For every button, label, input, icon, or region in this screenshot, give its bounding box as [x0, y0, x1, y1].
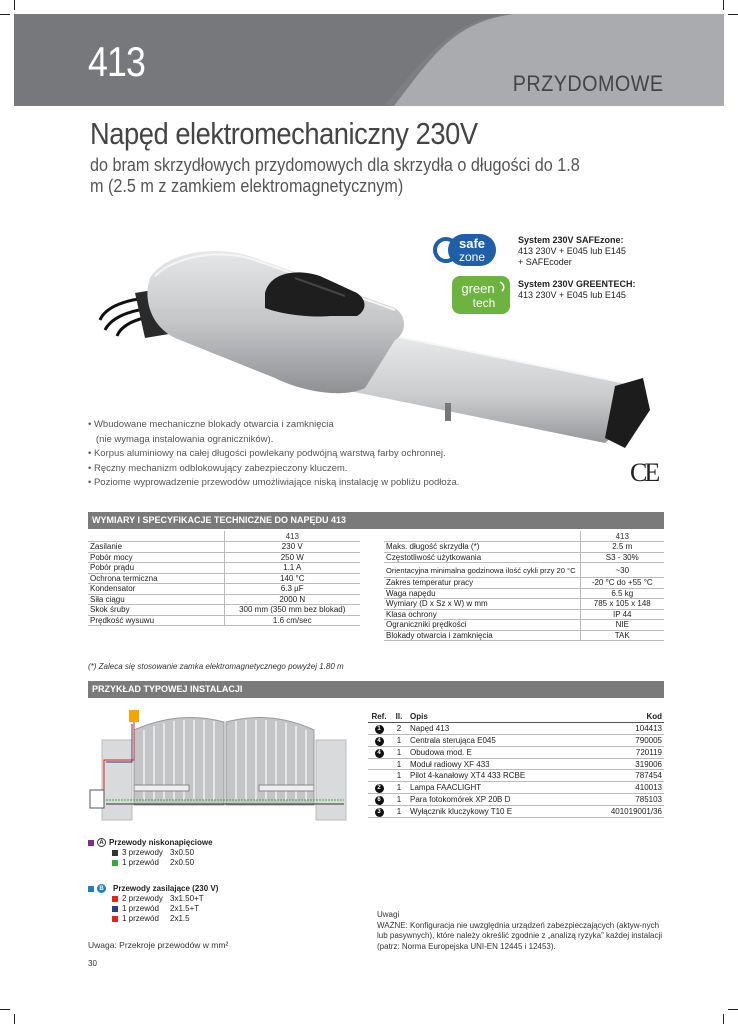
spec-value: 6.5 kg — [580, 588, 664, 599]
crop-mark — [723, 1014, 724, 1024]
spec-key: Waga napędu — [384, 588, 580, 599]
legend-spec: 2x1.5 — [170, 914, 190, 923]
legend-count: 1 przewód — [122, 904, 159, 913]
part-code: 401019001/36 — [583, 805, 664, 817]
feature-item: (nie wymaga instalowania ograniczników). — [88, 433, 274, 445]
part-code: 720119 — [583, 746, 664, 758]
col-desc: Opis — [408, 711, 583, 722]
units-note: Uwaga: Przekroje przewodów w mm² — [88, 940, 229, 950]
feature-item: • Korpus aluminiowy na całej długości powlekany podwójną warstwą farby ochronnej. — [88, 448, 446, 460]
part-qty: 2 — [390, 722, 408, 734]
swatch-icon — [112, 906, 118, 912]
table-row — [368, 758, 664, 769]
table-row — [88, 605, 360, 616]
feature-item: • Poziome wyprowadzenie przewodów umożliwiające niską instalację w pobliżu podłoża. — [88, 477, 460, 489]
part-desc: Para fotokomórek XP 20B D — [408, 793, 583, 805]
legend-power — [88, 884, 218, 923]
part-code: 790005 — [583, 734, 664, 746]
legend-spec: 2x0.50 — [170, 858, 195, 867]
spec-key: Częstotliwość użytkowania — [384, 552, 580, 563]
spec-key: Maks. długość skrzydła (*) — [384, 542, 580, 553]
crop-mark — [723, 0, 724, 10]
legend-spec: 3x0.50 — [170, 848, 195, 857]
ref-number: 2 — [375, 784, 384, 793]
spec-key: Ograniczniki prędkości — [384, 620, 580, 631]
table-row — [384, 563, 664, 578]
spec-value: S3 - 30% — [580, 552, 664, 563]
spec-value: 230 V — [224, 542, 360, 553]
col-ref: Ref. — [368, 711, 390, 722]
ref-number: 4 — [375, 749, 384, 758]
spec-value: ~30 — [580, 563, 664, 578]
table-row — [368, 805, 664, 817]
part-code: 410013 — [583, 781, 664, 793]
greentech-badge-line1: green — [461, 281, 495, 296]
legend-row — [112, 894, 218, 903]
spec-value: TAK — [580, 630, 664, 641]
spec-key: Ochrona termiczna — [88, 573, 224, 584]
crop-mark — [14, 1014, 15, 1024]
spec-section-title: WYMIARY I SPECYFIKACJE TECHNICZNE DO NAPĘDU 413 — [88, 512, 664, 529]
table-row — [368, 770, 664, 781]
table-row — [384, 578, 664, 589]
table-row — [368, 793, 664, 805]
spec-key: Pobór mocy — [88, 552, 224, 563]
part-desc: Obudowa mod. E — [408, 746, 583, 758]
notes-block — [377, 910, 667, 952]
safezone-badge-line2: zone — [458, 250, 486, 264]
spec-table-right — [384, 531, 664, 641]
table-row — [88, 594, 360, 605]
spec-value: NIE — [580, 620, 664, 631]
part-code: 785103 — [583, 793, 664, 805]
spec-key: Wymiary (D x Sz x W) w mm — [384, 599, 580, 610]
spec-value: IP 44 — [580, 609, 664, 620]
legend-count: 1 przewód — [122, 914, 159, 923]
legend-row — [112, 848, 213, 857]
feature-list — [88, 418, 459, 491]
part-code: 787454 — [583, 770, 664, 781]
spec-footnote: (*) Zaleca się stosowanie zamka elektromagnetycznego powyżej 1.80 m — [88, 662, 344, 671]
swatch-icon — [112, 850, 118, 856]
circle-letter-icon: A — [97, 838, 106, 847]
spec-value: 6.3 µF — [224, 584, 360, 595]
table-row — [88, 542, 360, 553]
table-row — [384, 552, 664, 563]
spec-table-left — [88, 531, 360, 626]
legend-spec: 3x1.50+T — [170, 894, 204, 903]
part-desc: Wyłącznik kluczykowy T10 E — [408, 805, 583, 817]
table-row — [384, 630, 664, 641]
spec-key: Zakres temperatur pracy — [384, 578, 580, 589]
crop-mark — [14, 0, 15, 10]
safezone-badge-line1: safe — [458, 236, 486, 251]
page-title: Napęd elektromechaniczny 230V — [90, 116, 478, 151]
spec-key: Siła ciągu — [88, 594, 224, 605]
part-qty: 1 — [390, 758, 408, 769]
spec-key: Zasilanie — [88, 542, 224, 553]
notes-text: WAŻNE: Konfiguracja nie uwzględnia urządzeń zabezpieczających (aktyw-nych lub pasywnych), które należy określić zgodnie z „analizą ryzyka” każdej instalacji (patrz: Norma Europejska UNI-EN 12445 i 12453). — [377, 920, 663, 951]
legend-count: 2 przewody — [122, 894, 163, 903]
table-row — [384, 620, 664, 631]
spec-value: 1.6 cm/sec — [224, 615, 360, 626]
legend-spec: 2x1.5+T — [170, 904, 200, 913]
table-row — [368, 746, 664, 758]
category-label: PRZYDOMOWE — [513, 71, 664, 96]
spec-key: Orientacyjna minimalna godzinowa ilość cykli przy 20 °C — [384, 563, 580, 578]
spec-key: Blokady otwarcia i zamknięcia — [384, 630, 580, 641]
legend-title: Przewody niskonapięciowe — [109, 838, 213, 847]
part-desc: Pilot 4-kanałowy XT4 433 RCBE — [408, 770, 583, 781]
parts-table — [368, 711, 664, 818]
ref-number: 4 — [375, 737, 384, 746]
table-row — [384, 588, 664, 599]
col-code: Kod — [583, 711, 664, 722]
legend-count: 1 przewód — [122, 858, 159, 867]
safezone-system-title: System 230V SAFEzone: — [518, 235, 624, 245]
table-row — [368, 722, 664, 734]
table-header-cell: 413 — [224, 531, 360, 542]
legend-title: Przewody zasilające (230 V) — [113, 884, 219, 893]
purple-square-icon — [88, 840, 94, 846]
table-row — [384, 609, 664, 620]
table-row — [384, 599, 664, 610]
circle-letter-icon: B — [97, 884, 106, 893]
spec-key: Pobór prądu — [88, 563, 224, 574]
safezone-system-text: 413 230V + E045 lub E145 + SAFEcoder — [518, 246, 626, 267]
col-qty: Il. — [390, 711, 408, 722]
table-row — [88, 552, 360, 563]
legend-row — [112, 858, 213, 867]
part-qty: 1 — [390, 805, 408, 817]
ref-number: 1 — [375, 725, 384, 734]
table-row — [88, 531, 360, 542]
legend-row — [112, 904, 218, 913]
ref-number: 6 — [375, 796, 384, 805]
feature-item: • Wbudowane mechaniczne blokady otwarcia i zamknięcia — [88, 419, 334, 430]
table-row — [88, 584, 360, 595]
part-qty: 1 — [390, 793, 408, 805]
ce-mark: CE — [630, 458, 658, 487]
spec-key: Skok śruby — [88, 605, 224, 616]
table-header-row — [368, 711, 664, 722]
spec-value: 785 x 105 x 148 — [580, 599, 664, 610]
part-desc: Moduł radiowy XF 433 — [408, 758, 583, 769]
greentech-system-title: System 230V GREENTECH: — [518, 279, 636, 289]
crop-mark — [0, 1009, 10, 1010]
spec-value: 300 mm (350 mm bez blokad) — [224, 605, 360, 616]
table-row — [368, 734, 664, 746]
part-code: 319006 — [583, 758, 664, 769]
table-row — [384, 531, 664, 542]
page-number: 30 — [88, 959, 97, 968]
spec-key: Prędkość wysuwu — [88, 615, 224, 626]
spec-value: 2.5 m — [580, 542, 664, 553]
spec-value: 140 °C — [224, 573, 360, 584]
swatch-icon — [112, 896, 118, 902]
table-header-cell: 413 — [580, 531, 664, 542]
part-qty: 1 — [390, 770, 408, 781]
crop-mark — [0, 14, 10, 15]
swatch-icon — [112, 860, 118, 866]
part-qty: 1 — [390, 734, 408, 746]
crop-mark — [728, 1009, 738, 1010]
spec-value: 2000 N — [224, 594, 360, 605]
page-subtitle: do bram skrzydłowych przydomowych dla skrzydła o długości do 1.8 m (2.5 m z zamkiem elektromagnetycznym) — [90, 155, 580, 196]
feature-item: • Ręczny mechanizm odblokowujący zabezpieczony kluczem. — [88, 462, 348, 474]
swatch-icon — [112, 916, 118, 922]
spec-value: 250 W — [224, 552, 360, 563]
spec-key: Klasa ochrony — [384, 609, 580, 620]
greentech-system-text: 413 230V + E045 lub E145 — [518, 290, 626, 300]
greentech-badge-line2: tech — [472, 296, 496, 310]
part-desc: Napęd 413 — [408, 722, 583, 734]
part-qty: 1 — [390, 781, 408, 793]
legend-row — [112, 914, 218, 923]
table-row — [384, 542, 664, 553]
model-number: 413 — [88, 38, 146, 85]
table-row — [88, 573, 360, 584]
notes-label: Uwagi — [377, 910, 400, 919]
legend-count: 3 przewody — [122, 848, 163, 857]
ref-number: 3 — [375, 808, 384, 817]
crop-mark — [728, 14, 738, 15]
table-row — [88, 563, 360, 574]
part-qty: 1 — [390, 746, 408, 758]
table-row — [368, 781, 664, 793]
part-desc: Centrala sterująca E045 — [408, 734, 583, 746]
spec-key: Kondensator — [88, 584, 224, 595]
blue-square-icon — [88, 886, 94, 892]
part-code: 104413 — [583, 722, 664, 734]
spec-value: -20 °C do +55 °C — [580, 578, 664, 589]
legend-low-voltage — [88, 838, 213, 867]
spec-value: 1.1 A — [224, 563, 360, 574]
table-row — [88, 615, 360, 626]
install-section-title: PRZYKŁAD TYPOWEJ INSTALACJI — [88, 681, 664, 698]
part-desc: Lampa FAACLIGHT — [408, 781, 583, 793]
installation-diagram — [84, 700, 364, 835]
